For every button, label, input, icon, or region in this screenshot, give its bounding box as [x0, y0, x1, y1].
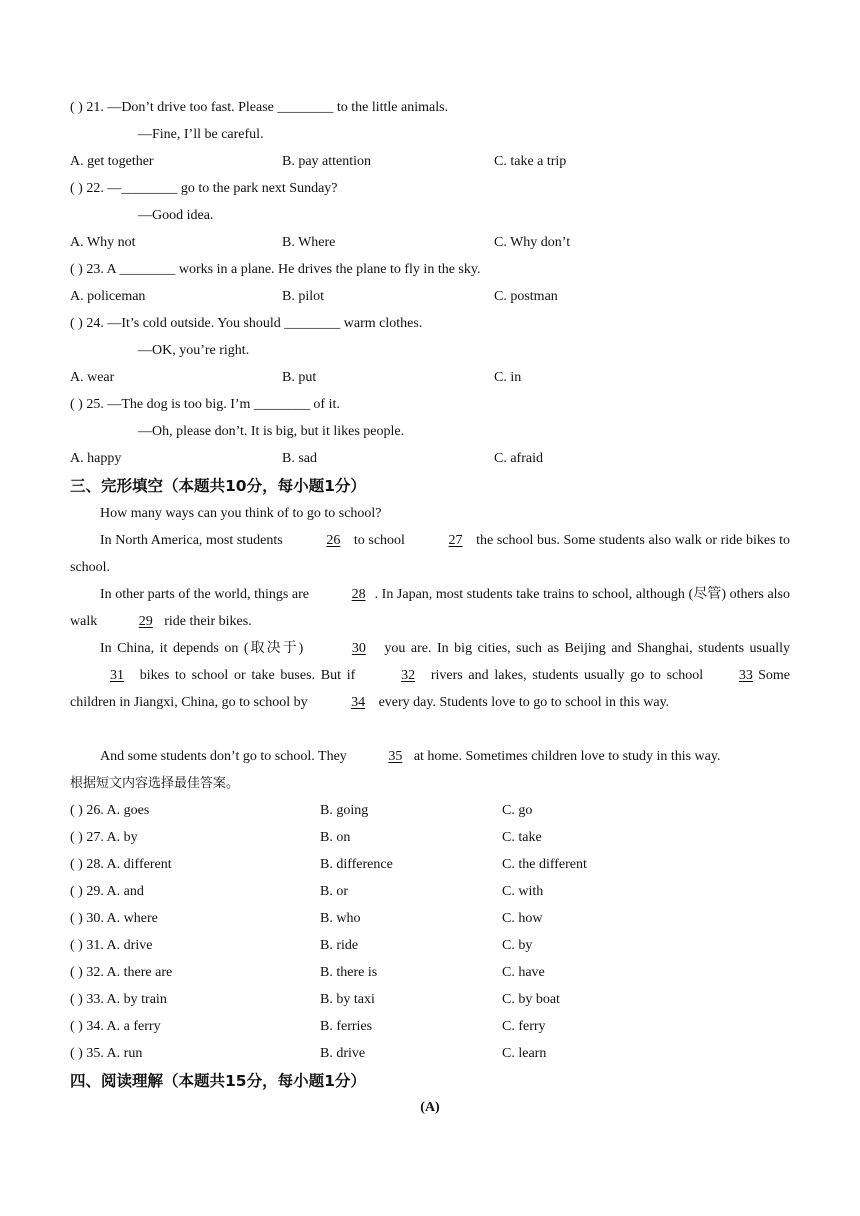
option-c: C. learn: [502, 1046, 547, 1061]
question-21-options: [70, 153, 790, 171]
option-b: B. there is: [320, 965, 378, 980]
section-3-heading: 三、完形填空（本题共10分，每小题1分）: [70, 477, 366, 495]
option-b: B. difference: [320, 857, 393, 872]
option-b: B. sad: [282, 451, 317, 466]
option-c: C. take a trip: [494, 154, 567, 169]
passage-paragraph-5: [70, 743, 790, 770]
paragraph-text: the school bus. Some students also walk or ride bikes to school.: [70, 533, 791, 575]
option-b: B. going: [320, 803, 369, 818]
blank-35[interactable]: 35: [388, 749, 403, 764]
paragraph-text: And some students don’t go to school. They: [100, 749, 347, 764]
option-b: B. ride: [320, 938, 359, 953]
passage-paragraph-2: [70, 527, 790, 581]
option-a: A. policeman: [70, 289, 146, 304]
paragraph-text: In other parts of the world, things are: [100, 587, 309, 602]
question-stem: ( ) 33. A. by train: [70, 992, 167, 1007]
question-stem: ( ) 31. A. drive: [70, 938, 153, 953]
cloze-question-row: [70, 937, 790, 955]
blank-27[interactable]: 27: [448, 533, 463, 548]
option-a: A. happy: [70, 451, 122, 466]
option-c: C. ferry: [502, 1019, 546, 1034]
paragraph-text: rivers and lakes, students usually go to school: [430, 668, 704, 683]
question-22-reply: —Good idea.: [138, 208, 214, 223]
option-b: B. or: [320, 884, 348, 899]
paragraph-text: bikes to school or take buses. But if: [139, 668, 356, 683]
option-a: A. wear: [70, 370, 115, 385]
section-4-heading: 四、阅读理解（本题共15分，每小题1分）: [70, 1072, 366, 1090]
option-b: B. put: [282, 370, 317, 385]
paragraph-text: you are. In big cities, such as Beijing and Shanghai, students usually: [384, 641, 790, 656]
option-a: A. get together: [70, 154, 154, 169]
question-stem: ( ) 32. A. there are: [70, 965, 173, 980]
cloze-question-row: [70, 856, 790, 874]
question-23-stem: ( ) 23. A ________ works in a plane. He drives the plane to fly in the sky.: [70, 262, 481, 277]
question-stem: ( ) 35. A. run: [70, 1046, 143, 1061]
passage-paragraph-3: [70, 581, 790, 635]
blank-28[interactable]: 28: [351, 587, 366, 602]
blank-30[interactable]: 30: [351, 641, 366, 656]
option-a: A. Why not: [70, 235, 136, 250]
passage-a-label: (A): [420, 1100, 440, 1115]
question-stem: ( ) 30. A. where: [70, 911, 158, 926]
passage-paragraph-4: [70, 635, 790, 716]
question-24-stem: ( ) 24. —It’s cold outside. You should ________ warm clothes.: [70, 316, 423, 331]
option-c: C. by boat: [502, 992, 560, 1007]
option-c: C. with: [502, 884, 544, 899]
option-c: C. postman: [494, 289, 558, 304]
paragraph-text: In China, it depends on (取决于): [100, 641, 304, 656]
option-b: B. ferries: [320, 1019, 373, 1034]
cloze-question-row: [70, 802, 790, 820]
option-c: C. go: [502, 803, 533, 818]
paragraph-text: every day. Students love to go to school in this way.: [378, 695, 670, 710]
option-c: C. in: [494, 370, 522, 385]
question-22-options: [70, 234, 790, 252]
option-b: B. on: [320, 830, 351, 845]
question-stem: ( ) 29. A. and: [70, 884, 144, 899]
option-c: C. take: [502, 830, 542, 845]
cloze-question-row: [70, 883, 790, 901]
option-c: C. how: [502, 911, 543, 926]
option-c: C. by: [502, 938, 533, 953]
cloze-question-row: [70, 1018, 790, 1036]
cloze-question-row: [70, 910, 790, 928]
question-21-stem: ( ) 21. —Don’t drive too fast. Please ________ to the little animals.: [70, 100, 449, 115]
cloze-question-row: [70, 829, 790, 847]
question-21-reply: —Fine, I’ll be careful.: [138, 127, 264, 142]
question-stem: ( ) 27. A. by: [70, 830, 138, 845]
blank-29[interactable]: 29: [138, 614, 153, 629]
option-b: B. pilot: [282, 289, 325, 304]
blank-33[interactable]: 33: [738, 668, 753, 683]
question-24-reply: —OK, you’re right.: [138, 343, 250, 358]
question-23-options: [70, 288, 790, 306]
question-24-options: [70, 369, 790, 387]
option-c: C. Why don’t: [494, 235, 571, 250]
question-22-stem: ( ) 22. —________ go to the park next Sunday?: [70, 181, 338, 196]
paragraph-text: . Some children in Jiangxi, China, go to school by: [70, 668, 791, 710]
question-25-reply: —Oh, please don’t. It is big, but it likes people.: [138, 424, 405, 439]
option-c: C. afraid: [494, 451, 543, 466]
option-b: B. by taxi: [320, 992, 375, 1007]
passage-paragraph-1: [70, 500, 790, 527]
option-b: B. drive: [320, 1046, 366, 1061]
cloze-question-row: [70, 1045, 790, 1063]
paragraph-text: at home. Sometimes children love to study in this way.: [413, 749, 721, 764]
instruction-text: 根据短文内容选择最佳答案。: [70, 776, 240, 791]
question-25-options: [70, 450, 790, 468]
question-stem: ( ) 28. A. different: [70, 857, 172, 872]
option-b: B. Where: [282, 235, 336, 250]
blank-32[interactable]: 32: [401, 668, 416, 683]
cloze-question-row: [70, 964, 790, 982]
question-25-stem: ( ) 25. —The dog is too big. I’m ________ of it.: [70, 397, 340, 412]
blank-26[interactable]: 26: [326, 533, 341, 548]
question-stem: ( ) 26. A. goes: [70, 803, 150, 818]
option-b: B. who: [320, 911, 361, 926]
paragraph-text: In North America, most students: [100, 533, 283, 548]
option-c: C. have: [502, 965, 545, 980]
option-c: C. the different: [502, 857, 587, 872]
paragraph-text: to school: [353, 533, 405, 548]
paragraph-text: . In Japan, most students take trains to school, although (尽管) others also walk: [70, 587, 790, 629]
option-b: B. pay attention: [282, 154, 372, 169]
blank-31[interactable]: 31: [110, 668, 124, 683]
cloze-question-row: [70, 991, 790, 1009]
question-stem: ( ) 34. A. a ferry: [70, 1019, 161, 1034]
paragraph-text: ride their bikes.: [164, 614, 252, 629]
blank-34[interactable]: 34: [351, 695, 366, 710]
paragraph-text: How many ways can you think of to go to school?: [100, 506, 382, 521]
